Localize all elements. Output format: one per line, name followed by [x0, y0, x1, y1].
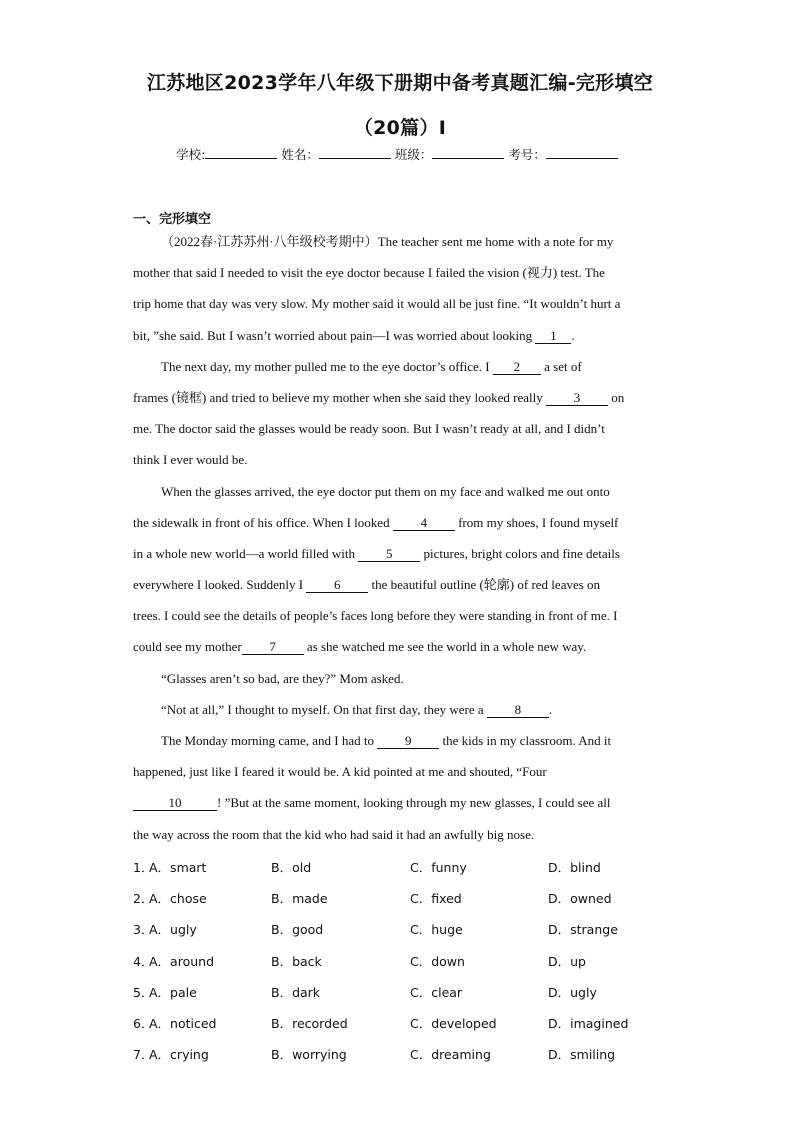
option-row [133, 912, 693, 943]
passage-text: in a whole new world—a world filled with [133, 545, 359, 561]
section-heading: 一、完形填空 [133, 212, 212, 227]
option-c[interactable]: C．huge [410, 922, 463, 938]
option-b[interactable]: B．made [271, 891, 328, 907]
cloze-blank-6[interactable]: 6 [306, 577, 368, 593]
passage-text: on [608, 389, 625, 405]
cloze-blank-8[interactable]: 8 [487, 702, 549, 718]
passage-text: trip home that day was very slow. My mother said it would all be just fine. “It wouldn’t hurt a [133, 296, 621, 312]
cloze-blank-5[interactable]: 5 [358, 546, 420, 562]
question-number: 1． [133, 860, 154, 875]
passage-line [133, 663, 661, 694]
passage-line [133, 507, 661, 538]
passage-line [133, 444, 661, 475]
option-row [133, 1037, 693, 1068]
option-c[interactable]: C．clear [410, 984, 463, 1000]
passage-text: “Not at all,” I thought to myself. On that first day, they were a [161, 701, 487, 717]
passage-text: the sidewalk in front of his office. When I looked [133, 514, 393, 530]
option-b[interactable]: B．good [271, 922, 324, 938]
number-blank [546, 146, 618, 159]
passage-text: （2022春·江苏苏州·八年级校考期中）The teacher sent me home with a note for my [161, 234, 614, 249]
cloze-blank-10[interactable]: 10 [133, 795, 217, 811]
passage-text: from my shoes, I found myself [454, 514, 619, 530]
school-blank [205, 146, 277, 159]
passage-text: the beautiful outline (轮廓) of red leaves on [368, 577, 601, 593]
option-c[interactable]: C．developed [410, 1015, 497, 1031]
option-c[interactable]: C．dreaming [410, 1047, 491, 1063]
option-row [133, 944, 693, 975]
passage-line [133, 725, 661, 756]
passage-text: trees. I could see the details of people’s faces long before they were standing in front of me. I [133, 608, 618, 624]
option-c[interactable]: C．down [410, 953, 465, 969]
passage-text: everywhere I looked. Suddenly I [133, 577, 307, 593]
passage-text: frames (镜框) and tried to believe my mother when she said they looked really [133, 389, 546, 405]
document-title-line2: （20篇）Ⅰ [353, 117, 447, 139]
passage-text: me. The doctor said the glasses would be ready soon. But I wasn’t ready at all, and I didn’t [133, 421, 605, 437]
option-row [133, 881, 693, 912]
passage-line [133, 320, 661, 351]
option-row [133, 1006, 693, 1037]
passage-text: . [571, 327, 575, 343]
passage-line [133, 382, 661, 413]
passage-text: as she watched me see the world in a whole new way. [303, 639, 587, 655]
passage-text: The Monday morning came, and I had to [161, 733, 378, 748]
passage-line [133, 476, 661, 507]
option-row [133, 850, 693, 881]
cloze-blank-4[interactable]: 4 [393, 515, 455, 531]
cloze-blank-7[interactable]: 7 [242, 639, 304, 655]
passage-line [133, 819, 661, 850]
name-label: 姓名： [281, 147, 319, 162]
passage-text: ! ”But at the same moment, looking through my new glasses, I could see all [217, 795, 611, 811]
option-a[interactable]: A．noticed [149, 1015, 217, 1031]
question-number: 7． [133, 1047, 154, 1063]
answer-options [133, 850, 693, 1068]
passage-text: pictures, bright colors and fine details [420, 545, 620, 561]
number-label: 考号： [508, 147, 546, 162]
student-info-line [0, 145, 794, 163]
question-number: 3． [133, 922, 154, 938]
option-b[interactable]: B．recorded [271, 1015, 348, 1031]
passage-text: a set of [540, 358, 582, 374]
cloze-blank-2[interactable]: 2 [493, 359, 541, 375]
option-d[interactable]: D．imagined [548, 1015, 629, 1031]
option-d[interactable]: D．owned [548, 891, 612, 907]
option-a[interactable]: A．ugly [149, 922, 197, 938]
passage-line [133, 787, 661, 818]
option-b[interactable]: B．dark [271, 984, 321, 1000]
option-b[interactable]: B．old [271, 860, 312, 875]
passage-text: happened, just like I feared it would be. A kid pointed at me and shouted, “Four [133, 764, 547, 780]
question-number: 6． [133, 1015, 154, 1031]
option-a[interactable]: A．around [149, 953, 215, 969]
passage-text: When the glasses arrived, the eye doctor put them on my face and walked me out onto [161, 483, 610, 499]
cloze-blank-3[interactable]: 3 [546, 390, 608, 406]
passage-line [133, 694, 661, 725]
option-c[interactable]: C．funny [410, 860, 467, 875]
name-blank [319, 146, 391, 159]
school-label: 学校: [176, 147, 206, 162]
passage-line [133, 288, 661, 319]
passage-text: could see my mother [133, 639, 242, 655]
cloze-passage [133, 226, 661, 850]
question-number: 2． [133, 891, 154, 907]
question-number: 4． [133, 953, 154, 969]
passage-text: . [548, 701, 553, 717]
passage-line [133, 413, 661, 444]
option-row [133, 975, 693, 1006]
cloze-blank-9[interactable]: 9 [377, 733, 439, 749]
class-blank [432, 146, 504, 159]
option-c[interactable]: C．fixed [410, 891, 462, 907]
passage-text: the way across the room that the kid who had said it had an awfully big nose. [133, 826, 535, 842]
option-d[interactable]: D．ugly [548, 984, 597, 1000]
passage-text: bit, ”she said. But I wasn’t worried about pain—I was worried about looking [133, 327, 536, 343]
option-d[interactable]: D．smiling [548, 1047, 616, 1063]
option-d[interactable]: D．up [548, 953, 586, 969]
passage-text: the kids in my classroom. And it [439, 733, 612, 748]
class-label: 班级： [394, 147, 433, 162]
passage-line [133, 569, 661, 600]
option-a[interactable]: A．smart [149, 860, 207, 875]
option-a[interactable]: A．chose [149, 891, 207, 907]
passage-text: The next day, my mother pulled me to the eye doctor’s office. I [161, 358, 493, 374]
passage-text: “Glasses aren’t so bad, are they?” Mom asked. [161, 670, 404, 686]
option-d[interactable]: D．strange [548, 922, 618, 938]
cloze-blank-1[interactable]: 1 [535, 328, 571, 344]
passage-text: mother that said I needed to visit the eye doctor because I failed the vision (视力) test. The [133, 265, 605, 281]
option-b[interactable]: B．worrying [271, 1047, 347, 1063]
passage-line [133, 631, 661, 662]
passage-line [133, 538, 661, 569]
passage-line [133, 257, 661, 288]
passage-line [133, 600, 661, 631]
option-d[interactable]: D．blind [548, 860, 601, 875]
option-a[interactable]: A．crying [149, 1047, 209, 1063]
passage-line [133, 756, 661, 787]
option-a[interactable]: A．pale [149, 984, 197, 1000]
document-title-line1: 江苏地区2023学年八年级下册期中备考真题汇编-完形填空 [146, 72, 654, 94]
passage-line [133, 351, 661, 382]
passage-text: think I ever would be. [133, 452, 248, 468]
option-b[interactable]: B．back [271, 953, 322, 969]
passage-line [133, 226, 661, 257]
question-number: 5． [133, 984, 154, 1000]
